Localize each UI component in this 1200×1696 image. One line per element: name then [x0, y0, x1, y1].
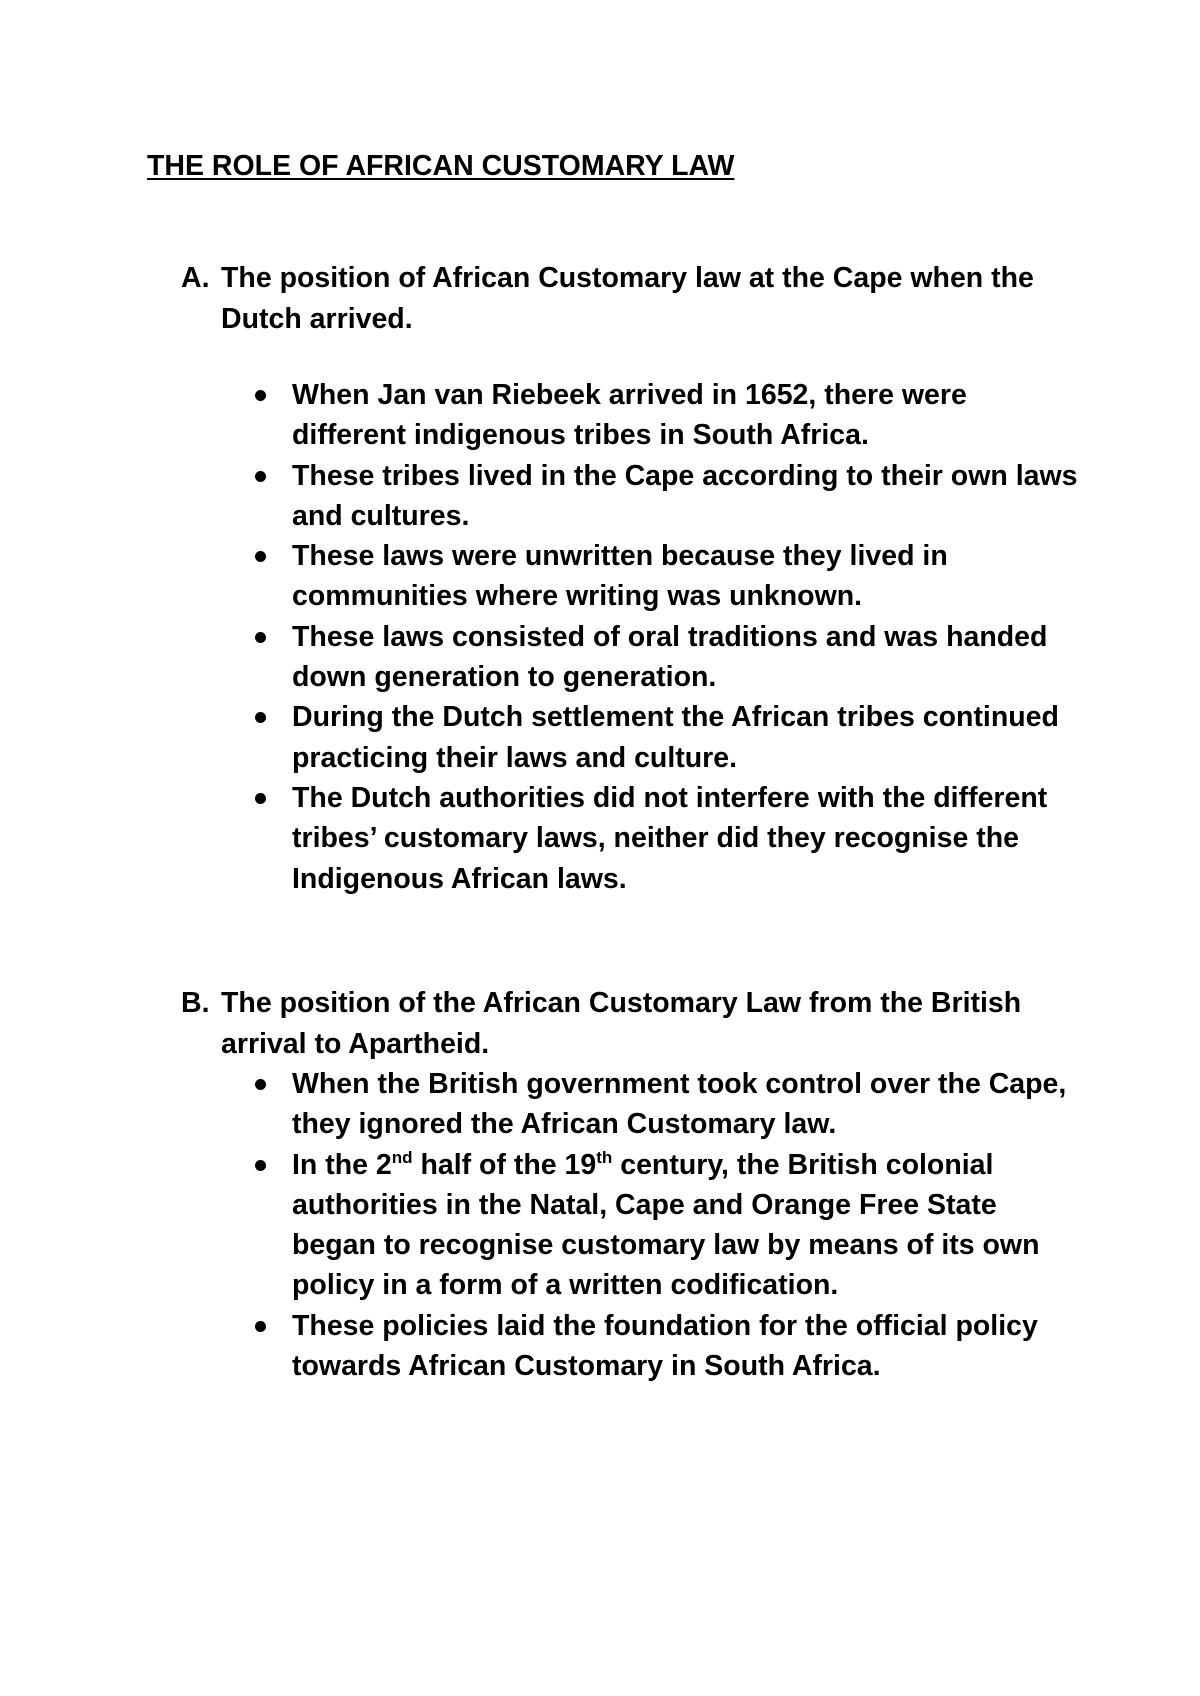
list-item: [0, 375, 1082, 456]
list-item-text-part: half of the 19: [412, 1148, 597, 1181]
list-item-text: These policies laid the foundation for the official policy towards African Customary in South Africa.: [292, 1309, 1038, 1383]
section-letter: B.: [181, 987, 210, 1019]
bullet-icon: [255, 632, 266, 643]
list-item-text-part: In the 2: [292, 1148, 392, 1181]
ordinal-superscript: th: [596, 1147, 613, 1167]
bullet-icon: [255, 390, 266, 401]
list-item-text: The Dutch authorities did not interfere with the different tribes’ customary laws, neither did they recognise the Indigenous African laws.: [292, 781, 1048, 895]
list-item-text: These laws consisted of oral traditions and was handed down generation to generation.: [292, 620, 1048, 694]
list-item-text: When the British government took control over the Cape, they ignored the African Customary law.: [292, 1068, 1067, 1141]
bullet-icon: [255, 1321, 266, 1332]
document-title: THE ROLE OF AFRICAN CUSTOMARY LAW: [147, 150, 735, 182]
ordinal-superscript: nd: [391, 1147, 413, 1167]
bullet-list: [0, 375, 1200, 899]
bullet-icon: [255, 471, 266, 482]
bullet-icon: [255, 712, 266, 723]
list-item: [0, 697, 1082, 778]
list-item: [0, 1145, 1082, 1306]
list-item-text: When Jan van Riebeek arrived in 1652, there were different indigenous tribes in South Africa.: [292, 379, 967, 452]
list-item: [0, 1064, 1082, 1145]
list-item-text-part: century, the British colonial authorities in the Natal, Cape and Orange Free State began to recognise customary law by means of its own policy in a form of a written codification.: [292, 1148, 1040, 1302]
section-a: [0, 258, 1200, 899]
section-heading: [0, 983, 1081, 1064]
section-heading-text: The position of African Customary law at the Cape when the Dutch arrived.: [221, 262, 1034, 335]
section-b: [0, 983, 1200, 1386]
list-item: [0, 617, 1082, 698]
section-heading-text: The position of the African Customary Law from the British arrival to Apartheid.: [221, 987, 1022, 1060]
list-item-text: These tribes lived in the Cape according to their own laws and cultures.: [292, 459, 1078, 532]
bullet-icon: [255, 1160, 266, 1171]
list-item: [0, 1306, 1082, 1387]
bullet-icon: [255, 1079, 266, 1090]
section-heading: [0, 258, 1081, 339]
list-item-text: These laws were unwritten because they lived in communities where writing was unknown.: [292, 540, 948, 613]
bullet-icon: [255, 551, 266, 562]
bullet-list: [0, 1064, 1200, 1386]
bullet-icon: [255, 793, 266, 804]
section-letter: A.: [181, 262, 210, 294]
list-item: [0, 536, 1082, 617]
list-item-text: During the Dutch settlement the African tribes continued practicing their laws and culture.: [292, 701, 1059, 774]
list-item: [0, 778, 1082, 899]
list-item: [0, 456, 1082, 537]
